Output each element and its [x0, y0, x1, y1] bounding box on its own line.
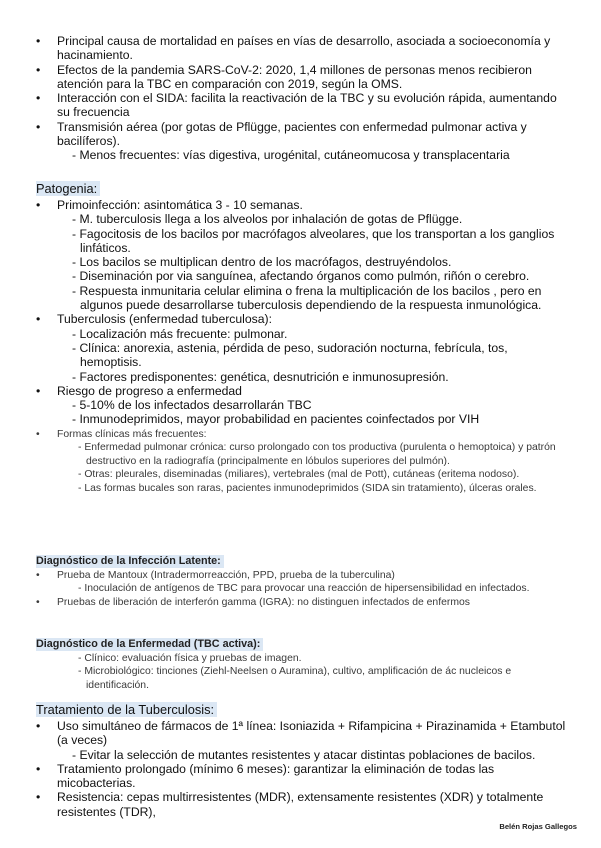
tb-subitem: - Factores predisponentes: genética, desnutrición e inmunosupresión. [72, 369, 449, 384]
riesgo-subitem: - 5-10% de los infectados desarrollarán TBC [72, 398, 312, 413]
intro-subitem: - Menos frecuentes: vías digestiva, urogénital, cutáneomucosa y transplacentaria [72, 148, 510, 163]
intro-item: • Principal causa de mortalidad en países en vías de desarrollo, asociada a socioeconomía y hacinamiento. [36, 34, 571, 63]
author-signature: Belén Rojas Gallegos [499, 822, 577, 831]
primoinfeccion-item: • Primoinfección: asintomática 3 - 10 semanas. [36, 198, 571, 212]
tratamiento-section [36, 701, 571, 819]
formas-subitem: - Enfermedad pulmonar crónica: curso prolongado con tos productiva (purulenta o hemoptoica) y patrón destructivo en la radiografía (principalmente en lóbulos superiores del pulmón). [78, 442, 556, 467]
activa-subitem: - Microbiológico: tinciones (Ziehl-Neelsen o Auramina), cultivo, amplificación de ác nucleicos e identificación. [78, 666, 512, 691]
tratamiento-item: • Tratamiento prolongado (mínimo 6 meses): garantizar la eliminación de todas las micobacterias. [36, 762, 571, 791]
patogenia-heading: Patogenia: [36, 181, 100, 196]
primo-subitem: - Fagocitosis de los bacilos por macrófagos alveolares, que los transportan a los ganglios linfáticos. [72, 226, 555, 255]
latente-heading: Diagnóstico de la Infección Latente: [36, 555, 224, 568]
tratamiento-item: • Resistencia: cepas multirresistentes (MDR), extensamente resistentes (XDR) y totalmente resistentes (TDR), [36, 790, 571, 819]
activa-heading: Diagnóstico de la Enfermedad (TBC activa): [36, 638, 263, 651]
intro-item: • Transmisión aérea (por gotas de Pflügge, pacientes con enfermedad pulmonar activa y bacilíferos). [36, 120, 571, 149]
formas-clinicas-section [36, 428, 571, 495]
primo-subitem: - Respuesta inmunitaria celular elimina o frena la multiplicación de los bacilos , pero en algunos puede desarrollarse tuberculosis dependiendo de la respuesta inmunológica. [72, 283, 542, 313]
intro-item: • Efectos de la pandemia SARS-CoV-2: 2020, 1,4 millones de personas menos recibieron atención para la TBC en comparación con 2019, según la OMS. [36, 63, 571, 92]
primo-subitem: - Diseminación por via sanguínea, afectando órganos como pulmón, riñón o cerebro. [72, 269, 530, 284]
igra-item: • Pruebas de liberación de interferón gamma (IGRA): no distinguen infectados de enfermos [36, 596, 571, 609]
activa-section [36, 634, 571, 692]
tratamiento-item: • Uso simultáneo de fármacos de 1ª línea: Isoniazida + Rifampicina + Pirazinamida + Etambutol (a veces) [36, 719, 571, 748]
intro-item: • Interacción con el SIDA: facilita la reactivación de la TBC y su evolución rápida, aumentando su frecuencia [36, 91, 571, 120]
tb-subitem: - Localización más frecuente: pulmonar. [72, 326, 288, 341]
patogenia-section [36, 180, 571, 427]
mantoux-subitem: - Inoculación de antígenos de TBC para provocar una reacción de hipersensibilidad en infectados. [78, 583, 530, 595]
tuberculosis-item: • Tuberculosis (enfermedad tuberculosa): [36, 312, 571, 326]
riesgo-subitem: - Inmunodeprimidos, mayor probabilidad en pacientes coinfectados por VIH [72, 412, 480, 427]
latente-section [36, 551, 571, 609]
riesgo-item: • Riesgo de progreso a enfermedad [36, 384, 571, 398]
tratamiento-subitem: - Evitar la selección de mutantes resistentes y atacar distintas poblaciones de bacilos. [72, 747, 536, 762]
intro-section [36, 34, 571, 163]
primo-subitem: - Los bacilos se multiplican dentro de los macrófagos, destruyéndolos. [72, 255, 452, 270]
tratamiento-heading: Tratamiento de la Tuberculosis: [36, 702, 217, 717]
primo-subitem: - M. tuberculosis llega a los alveolos por inhalación de gotas de Pflügge. [72, 212, 463, 227]
formas-subitem: - Las formas bucales son raras, pacientes inmunodeprimidos (SIDA sin tratamiento), úlceras orales. [78, 482, 537, 494]
formas-subitem: - Otras: pleurales, diseminadas (miliares), vertebrales (mal de Pott), cutáneas (eritema nodoso). [78, 469, 520, 481]
tb-subitem: - Clínica: anorexia, astenia, pérdida de peso, sudoración nocturna, febrícula, tos, hemoptisis. [72, 340, 508, 370]
formas-item: • Formas clínicas más frecuentes: [36, 428, 571, 441]
activa-subitem: - Clínico: evaluación física y pruebas de imagen. [78, 653, 302, 664]
mantoux-item: • Prueba de Mantoux (Intradermorreacción, PPD, prueba de la tuberculina) [36, 569, 571, 582]
